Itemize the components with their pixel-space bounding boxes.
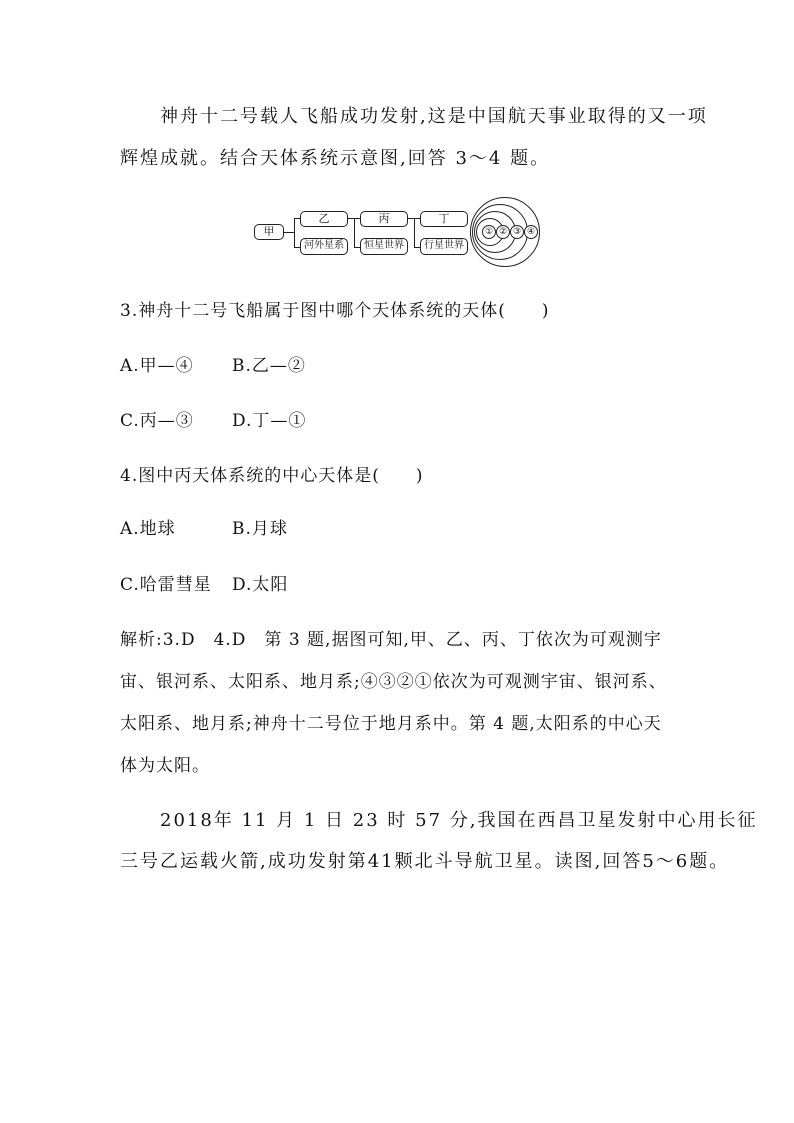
box-jia: 甲 [254, 224, 284, 240]
q4-option-a: A.地球 [120, 519, 176, 539]
q4-option-d: D.太阳 [232, 575, 289, 595]
intro-line-1: 神舟十二号载人飞船成功发射,这是中国航天事业取得的又一项 [160, 106, 708, 127]
q4-option-b: B.月球 [232, 519, 288, 539]
analysis-line-2: 宙、银河系、太阳系、地月系;④③②①依次为可观测宇宙、银河系、 [120, 672, 667, 692]
connector [414, 218, 415, 248]
label-ding: 行星世界 [420, 238, 468, 255]
q3-option-b: B.乙—② [232, 356, 306, 376]
box-yi: 乙 [300, 211, 348, 227]
q4-option-c: C.哈雷彗星 [120, 575, 212, 595]
connector [284, 232, 294, 233]
question-4-stem: 4.图中丙天体系统的中心天体是( ) [120, 466, 424, 486]
intro2-line-2: 三号乙运载火箭,成功发射第41颗北斗导航卫星。读图,回答5～6题。 [120, 851, 730, 872]
circle-label-3: ③ [510, 225, 524, 239]
connector [294, 218, 295, 248]
box-ding: 丁 [420, 211, 468, 227]
q3-option-d: D.丁—① [232, 411, 307, 431]
q3-option-a: A.甲—④ [120, 356, 194, 376]
celestial-system-diagram [252, 196, 542, 268]
label-bing: 恒星世界 [360, 238, 408, 255]
question-3-stem: 3.神舟十二号飞船属于图中哪个天体系统的天体( ) [120, 301, 550, 321]
intro-line-2: 辉煌成就。结合天体系统示意图,回答 3～4 题。 [120, 148, 551, 169]
analysis-line-1: 解析:3.D 4.D 第 3 题,据图可知,甲、乙、丙、丁依次为可观测宇 [120, 630, 662, 650]
box-bing: 丙 [360, 211, 408, 227]
circle-label-4: ④ [524, 225, 538, 239]
q3-option-c: C.丙—③ [120, 411, 194, 431]
connector [354, 218, 355, 248]
analysis-line-3: 太阳系、地月系;神舟十二号位于地月系中。第 4 题,太阳系的中心天 [120, 714, 662, 734]
analysis-line-4: 体为太阳。 [120, 756, 210, 776]
circle-label-1: ① [482, 225, 496, 239]
label-yi: 河外星系 [300, 238, 348, 255]
circle-label-2: ② [496, 225, 510, 239]
intro2-line-1: 2018年 11 月 1 日 23 时 57 分,我国在西昌卫星发射中心用长征 [160, 810, 758, 831]
